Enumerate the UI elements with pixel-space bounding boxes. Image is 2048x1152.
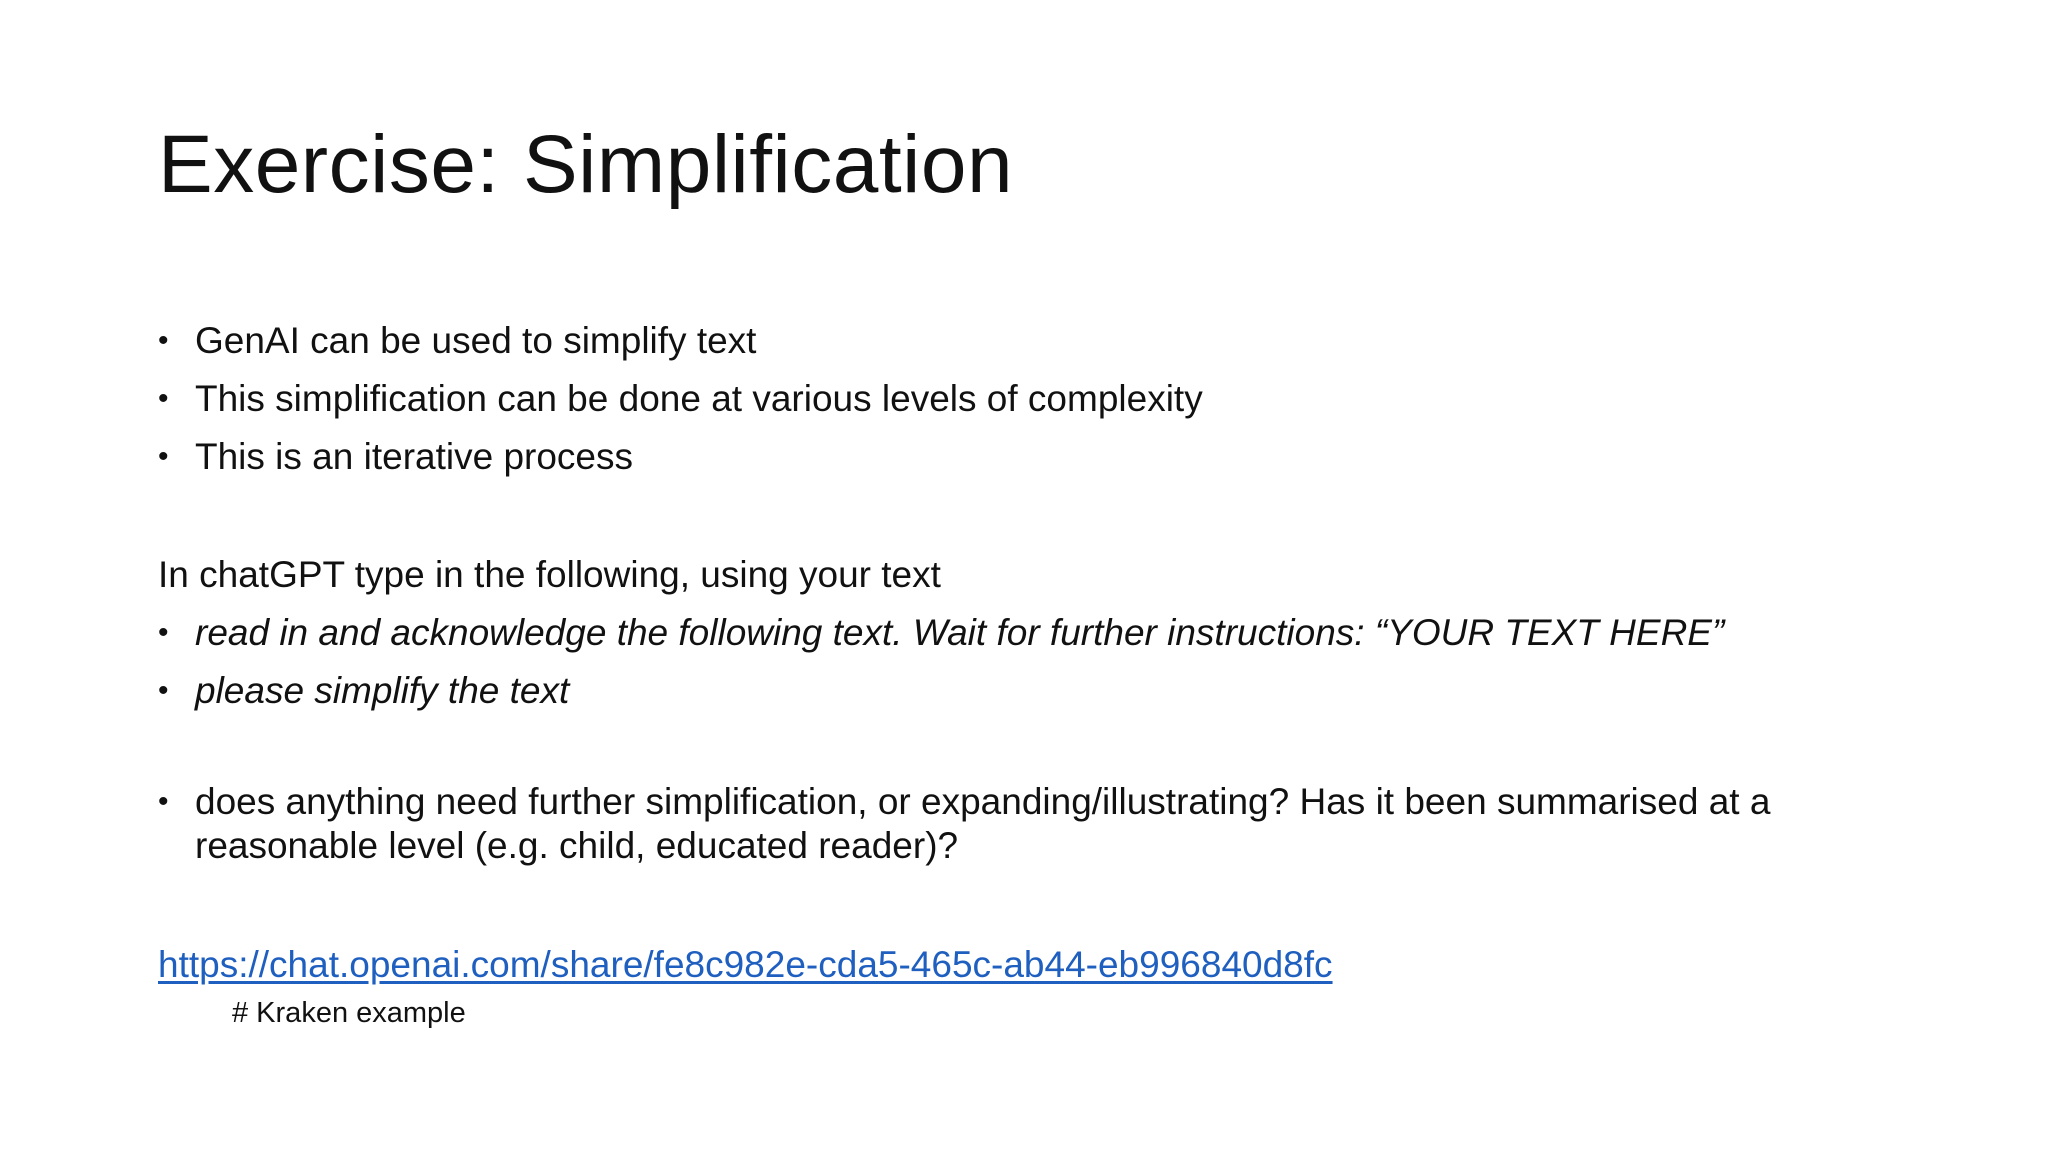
- bullet-text: GenAI can be used to simplify text: [195, 320, 757, 361]
- bullet-icon: •: [158, 616, 169, 649]
- bullet-text: read in and acknowledge the following text. Wait for further instructions: “YOUR TEXT HERE”: [195, 612, 1725, 653]
- intro-bullet-list: [158, 312, 1958, 486]
- bullet-text: This is an iterative process: [195, 436, 634, 477]
- list-item: [158, 428, 1958, 486]
- followup-bullet-list: [158, 780, 1958, 868]
- bullet-text: does anything need further simplification, or expanding/illustrating? Has it been summarised at a reasonable level (e.g. child, educated reader)?: [195, 781, 1771, 866]
- link-note: # Kraken example: [232, 997, 466, 1029]
- list-item: [158, 312, 1958, 370]
- bullet-icon: •: [158, 382, 169, 415]
- bullet-icon: •: [158, 785, 169, 818]
- list-item: [158, 370, 1958, 428]
- instruction-lead: In chatGPT type in the following, using your text: [158, 554, 941, 595]
- bullet-icon: •: [158, 324, 169, 357]
- slide-body: [158, 312, 1958, 868]
- list-item: [158, 780, 1958, 868]
- bullet-icon: •: [158, 674, 169, 707]
- bullet-text: This simplification can be done at various levels of complexity: [195, 378, 1203, 419]
- list-item: [158, 662, 1958, 720]
- chat-share-link[interactable]: https://chat.openai.com/share/fe8c982e-cda5-465c-ab44-eb996840d8fc: [158, 944, 1333, 985]
- bullet-text: please simplify the text: [195, 670, 570, 711]
- slide-title: Exercise: Simplification: [158, 119, 1014, 210]
- spacer: [158, 720, 1958, 780]
- spacer: [158, 486, 1958, 546]
- prompt-bullet-list: [158, 604, 1958, 720]
- list-item: [158, 604, 1958, 662]
- bullet-icon: •: [158, 440, 169, 473]
